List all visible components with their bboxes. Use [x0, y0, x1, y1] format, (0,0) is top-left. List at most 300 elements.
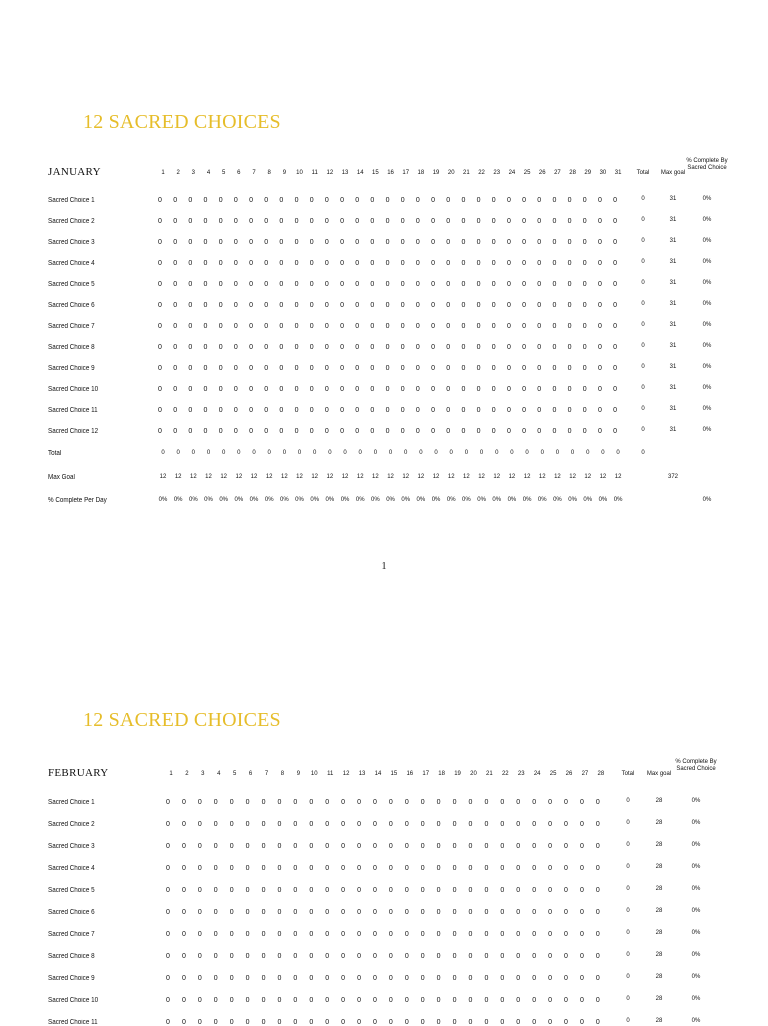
row-label: Sacred Choice 5	[48, 281, 95, 288]
row-label: Sacred Choice 8	[48, 344, 95, 351]
row-pct: 0%	[702, 322, 712, 328]
max-goal-day-value: 12	[159, 474, 167, 480]
day-value: 0	[233, 386, 238, 393]
day-value: 0	[264, 407, 269, 414]
day-value: 0	[264, 197, 269, 204]
day-value: 0	[420, 821, 425, 828]
max-goal-day-value: 12	[463, 474, 470, 480]
day-value: 0	[400, 407, 405, 414]
day-value: 0	[564, 931, 568, 938]
day-value: 0	[324, 428, 329, 435]
day-value: 0	[385, 260, 390, 267]
day-value: 0	[197, 821, 202, 828]
day-value: 0	[548, 997, 553, 1004]
day-value: 0	[461, 218, 466, 225]
day-value: 0	[613, 407, 618, 414]
day-value: 0	[309, 218, 314, 225]
day-value: 0	[309, 239, 314, 246]
day-value: 0	[341, 799, 346, 806]
row-max-goal: 28	[655, 864, 663, 870]
row-max-goal: 31	[669, 259, 677, 265]
row-label: Sacred Choice 4	[48, 260, 95, 267]
day-value: 0	[309, 975, 314, 982]
total-day-value: 0	[282, 450, 287, 456]
day-value: 0	[355, 197, 360, 204]
day-value: 0	[293, 997, 298, 1004]
day-value: 0	[500, 997, 505, 1004]
day-value: 0	[522, 428, 527, 435]
day-value: 0	[400, 302, 405, 309]
day-value: 0	[436, 975, 441, 982]
max-goal-day-value: 12	[372, 474, 379, 480]
day-value: 0	[537, 407, 542, 414]
day-value: 0	[355, 281, 360, 288]
row-total: 0	[626, 798, 630, 804]
max-goal-header: Max goal	[646, 771, 672, 777]
day-value: 0	[245, 821, 250, 828]
day-value: 0	[188, 197, 193, 204]
day-value: 0	[595, 887, 600, 894]
day-header: 24	[508, 170, 516, 176]
day-value: 0	[431, 218, 435, 225]
day-value: 0	[325, 821, 330, 828]
day-value: 0	[181, 865, 186, 872]
total-day-value: 0	[586, 450, 590, 456]
row-max-goal: 31	[669, 238, 677, 244]
day-header: 15	[372, 170, 379, 176]
day-value: 0	[197, 1019, 202, 1026]
day-value: 0	[370, 239, 375, 246]
day-value: 0	[249, 386, 253, 393]
row-max-goal: 31	[669, 385, 677, 391]
day-value: 0	[476, 197, 481, 204]
day-value: 0	[249, 323, 253, 330]
day-value: 0	[279, 428, 284, 435]
day-value: 0	[516, 909, 521, 916]
day-value: 0	[325, 931, 330, 938]
day-value: 0	[597, 239, 602, 246]
day-value: 0	[552, 386, 557, 393]
day-value: 0	[294, 323, 299, 330]
day-value: 0	[264, 365, 269, 372]
day-value: 0	[532, 865, 537, 872]
day-value: 0	[404, 909, 409, 916]
day-value: 0	[522, 281, 527, 288]
day-value: 0	[341, 821, 346, 828]
day-value: 0	[415, 365, 420, 372]
day-value: 0	[613, 281, 618, 288]
day-value: 0	[181, 909, 186, 916]
day-value: 0	[203, 218, 208, 225]
day-value: 0	[597, 323, 602, 330]
day-value: 0	[279, 407, 284, 414]
day-value: 0	[229, 997, 234, 1004]
day-value: 0	[552, 428, 557, 435]
day-value: 0	[340, 323, 344, 330]
day-value: 0	[385, 407, 390, 414]
day-value: 0	[166, 931, 170, 938]
day-value: 0	[188, 323, 193, 330]
day-value: 0	[595, 843, 600, 850]
day-value: 0	[325, 865, 330, 872]
day-value: 0	[597, 407, 602, 414]
day-value: 0	[532, 931, 537, 938]
day-value: 0	[341, 865, 346, 872]
day-value: 0	[446, 218, 451, 225]
day-value: 0	[597, 260, 602, 267]
day-value: 0	[420, 887, 425, 894]
day-header: 2	[176, 170, 180, 176]
row-max-goal: 31	[669, 196, 677, 202]
row-label: Sacred Choice 11	[48, 1019, 98, 1026]
day-value: 0	[325, 953, 330, 960]
day-value: 0	[385, 239, 390, 246]
day-value: 0	[245, 865, 250, 872]
row-total: 0	[626, 864, 630, 870]
day-value: 0	[400, 281, 405, 288]
day-value: 0	[491, 218, 496, 225]
day-value: 0	[461, 428, 466, 435]
pct-day-value: 0%	[340, 497, 350, 503]
day-value: 0	[245, 843, 250, 850]
row-max-goal: 28	[655, 1018, 663, 1024]
day-value: 0	[233, 428, 238, 435]
day-value: 0	[431, 407, 435, 414]
day-value: 0	[506, 407, 511, 414]
day-value: 0	[261, 887, 266, 894]
day-header: 14	[374, 771, 382, 777]
day-value: 0	[579, 843, 584, 850]
day-value: 0	[218, 386, 223, 393]
day-value: 0	[491, 323, 496, 330]
day-value: 0	[522, 302, 527, 309]
day-value: 0	[400, 386, 405, 393]
row-pct: 0%	[691, 974, 701, 980]
day-header: 10	[296, 170, 303, 176]
day-value: 0	[431, 197, 435, 204]
day-value: 0	[582, 197, 587, 204]
page-title-january: 12 SACRED CHOICES	[83, 111, 281, 133]
day-value: 0	[431, 365, 435, 372]
day-value: 0	[404, 843, 409, 850]
day-value: 0	[400, 344, 405, 351]
day-value: 0	[218, 365, 223, 372]
day-header: 6	[237, 170, 241, 176]
row-label: Sacred Choice 12	[48, 428, 99, 435]
day-value: 0	[373, 997, 377, 1004]
day-value: 0	[324, 386, 329, 393]
row-pct: 0%	[702, 259, 712, 265]
day-value: 0	[548, 799, 553, 806]
day-header: 21	[486, 771, 493, 777]
day-value: 0	[173, 344, 178, 351]
day-value: 0	[325, 843, 330, 850]
day-value: 0	[203, 281, 208, 288]
day-value: 0	[582, 323, 587, 330]
day-value: 0	[564, 821, 568, 828]
day-value: 0	[582, 344, 587, 351]
day-value: 0	[373, 953, 377, 960]
day-value: 0	[188, 407, 193, 414]
day-value: 0	[325, 909, 330, 916]
day-value: 0	[357, 865, 361, 872]
day-value: 0	[564, 953, 568, 960]
pct-day-value: 0%	[264, 497, 274, 503]
day-value: 0	[340, 260, 344, 267]
day-value: 0	[173, 407, 178, 414]
day-value: 0	[552, 260, 557, 267]
month-label: FEBRUARY	[48, 767, 109, 779]
day-value: 0	[370, 365, 375, 372]
day-value: 0	[158, 344, 162, 351]
day-value: 0	[249, 260, 253, 267]
day-value: 0	[294, 281, 299, 288]
max-goal-day-value: 12	[584, 474, 592, 480]
day-value: 0	[181, 843, 186, 850]
day-header: 10	[310, 771, 318, 777]
day-value: 0	[404, 975, 409, 982]
day-value: 0	[500, 799, 505, 806]
day-value: 0	[567, 260, 572, 267]
total-day-value: 0	[237, 450, 241, 456]
day-value: 0	[461, 239, 466, 246]
day-value: 0	[597, 302, 602, 309]
day-value: 0	[516, 865, 521, 872]
day-value: 0	[532, 887, 537, 894]
day-value: 0	[341, 931, 346, 938]
day-value: 0	[446, 281, 451, 288]
day-value: 0	[500, 865, 505, 872]
day-value: 0	[357, 1019, 361, 1026]
day-value: 0	[233, 281, 238, 288]
day-value: 0	[564, 975, 568, 982]
row-max-goal: 28	[655, 798, 663, 804]
row-label: Sacred Choice 3	[48, 239, 95, 246]
max-goal-day-value: 12	[341, 474, 349, 480]
day-header: 30	[599, 170, 607, 176]
day-value: 0	[385, 197, 390, 204]
day-value: 0	[249, 302, 253, 309]
total-day-value: 0	[510, 450, 514, 456]
day-value: 0	[233, 407, 238, 414]
day-value: 0	[404, 931, 409, 938]
day-value: 0	[537, 218, 542, 225]
pct-day-value: 0%	[613, 497, 623, 503]
day-header: 1	[169, 771, 173, 777]
day-value: 0	[197, 975, 202, 982]
day-value: 0	[595, 909, 600, 916]
row-label: Sacred Choice 10	[48, 997, 99, 1004]
day-value: 0	[484, 953, 489, 960]
total-day-value: 0	[419, 450, 423, 456]
day-value: 0	[468, 975, 473, 982]
day-value: 0	[564, 887, 568, 894]
max-goal-day-value: 12	[326, 474, 334, 480]
day-value: 0	[461, 386, 466, 393]
day-value: 0	[582, 239, 587, 246]
day-header: 20	[470, 771, 477, 777]
day-value: 0	[552, 344, 557, 351]
day-value: 0	[309, 344, 314, 351]
row-max-goal: 31	[669, 427, 677, 433]
day-value: 0	[218, 323, 223, 330]
day-value: 0	[491, 428, 496, 435]
day-value: 0	[567, 407, 572, 414]
day-value: 0	[476, 323, 481, 330]
pct-day-value: 0%	[295, 497, 304, 503]
row-max-goal: 28	[655, 996, 663, 1002]
day-value: 0	[613, 386, 618, 393]
row-max-goal: 28	[655, 820, 663, 826]
day-value: 0	[218, 344, 223, 351]
day-value: 0	[370, 428, 375, 435]
day-value: 0	[293, 909, 298, 916]
day-value: 0	[233, 260, 238, 267]
day-value: 0	[197, 931, 202, 938]
day-value: 0	[404, 865, 409, 872]
day-value: 0	[552, 218, 557, 225]
day-value: 0	[181, 887, 186, 894]
day-value: 0	[420, 909, 425, 916]
day-value: 0	[197, 997, 202, 1004]
day-value: 0	[324, 323, 329, 330]
max-goal-day-value: 12	[569, 474, 576, 480]
day-value: 0	[173, 386, 178, 393]
day-value: 0	[420, 799, 425, 806]
day-value: 0	[388, 953, 393, 960]
row-total: 0	[641, 364, 645, 370]
day-header: 7	[252, 170, 256, 176]
day-header: 15	[390, 771, 398, 777]
day-value: 0	[431, 302, 435, 309]
day-value: 0	[325, 887, 330, 894]
day-header: 18	[438, 771, 445, 777]
day-value: 0	[582, 386, 587, 393]
day-value: 0	[548, 1019, 553, 1026]
max-goal-day-value: 12	[402, 474, 410, 480]
day-value: 0	[341, 997, 346, 1004]
day-value: 0	[309, 428, 314, 435]
day-value: 0	[188, 344, 193, 351]
day-value: 0	[166, 953, 170, 960]
row-pct: 0%	[702, 301, 712, 307]
pct-day-value: 0%	[204, 497, 213, 503]
day-value: 0	[173, 218, 178, 225]
day-value: 0	[506, 197, 511, 204]
day-header: 7	[264, 771, 269, 777]
day-value: 0	[468, 887, 473, 894]
pct-day-value: 0%	[158, 497, 168, 503]
day-value: 0	[452, 887, 457, 894]
day-value: 0	[181, 821, 186, 828]
day-value: 0	[595, 975, 600, 982]
page-number: 1	[381, 561, 387, 572]
row-pct: 0%	[702, 385, 712, 391]
day-value: 0	[213, 887, 218, 894]
day-value: 0	[261, 909, 266, 916]
day-value: 0	[452, 1019, 457, 1026]
pct-day-value: 0%	[386, 497, 395, 503]
row-label: Sacred Choice 9	[48, 365, 95, 372]
day-value: 0	[249, 365, 253, 372]
pct-day-value: 0%	[416, 497, 426, 503]
day-value: 0	[261, 997, 266, 1004]
row-max-goal: 31	[669, 301, 677, 307]
day-value: 0	[484, 997, 489, 1004]
day-value: 0	[264, 239, 269, 246]
day-value: 0	[506, 281, 511, 288]
day-value: 0	[595, 799, 600, 806]
day-value: 0	[277, 799, 282, 806]
day-header: 8	[267, 170, 271, 176]
day-value: 0	[579, 909, 584, 916]
day-value: 0	[436, 865, 441, 872]
day-value: 0	[484, 1019, 489, 1026]
day-header: 22	[501, 771, 509, 777]
day-value: 0	[595, 931, 600, 938]
total-day-value: 0	[343, 450, 347, 456]
day-value: 0	[567, 365, 572, 372]
day-value: 0	[355, 302, 360, 309]
pct-day-value: 0%	[173, 497, 183, 503]
day-header: 12	[342, 771, 350, 777]
row-max-goal: 28	[655, 974, 663, 980]
day-value: 0	[567, 428, 572, 435]
row-total: 0	[641, 427, 645, 433]
day-value: 0	[446, 365, 451, 372]
day-value: 0	[436, 931, 441, 938]
max-goal-day-value: 12	[311, 474, 319, 480]
day-value: 0	[400, 239, 405, 246]
total-day-value: 0	[570, 450, 575, 456]
day-value: 0	[233, 365, 238, 372]
day-value: 0	[388, 997, 393, 1004]
day-value: 0	[506, 260, 511, 267]
day-header: 16	[406, 771, 414, 777]
day-value: 0	[431, 281, 435, 288]
day-value: 0	[341, 975, 346, 982]
day-value: 0	[325, 997, 330, 1004]
day-value: 0	[355, 323, 360, 330]
day-value: 0	[537, 428, 542, 435]
day-value: 0	[309, 365, 314, 372]
total-day-value: 0	[328, 450, 332, 456]
total-day-value: 0	[191, 450, 195, 456]
day-value: 0	[245, 887, 250, 894]
day-value: 0	[452, 997, 457, 1004]
day-value: 0	[324, 281, 329, 288]
day-value: 0	[355, 344, 360, 351]
day-value: 0	[595, 953, 600, 960]
day-value: 0	[484, 821, 489, 828]
day-value: 0	[564, 909, 568, 916]
day-value: 0	[233, 323, 238, 330]
day-value: 0	[415, 260, 420, 267]
day-value: 0	[431, 260, 435, 267]
day-value: 0	[279, 260, 284, 267]
day-header: 5	[222, 170, 226, 176]
day-value: 0	[203, 365, 208, 372]
max-goal-day-value: 12	[614, 474, 622, 480]
total-header: Total	[621, 771, 635, 777]
day-value: 0	[293, 931, 298, 938]
day-value: 0	[173, 365, 178, 372]
day-value: 0	[181, 953, 186, 960]
row-pct: 0%	[702, 364, 712, 370]
total-day-value: 0	[525, 450, 529, 456]
pct-complete-header: % Complete By Sacred Choice	[675, 759, 717, 772]
max-goal-day-value: 12	[523, 474, 531, 480]
